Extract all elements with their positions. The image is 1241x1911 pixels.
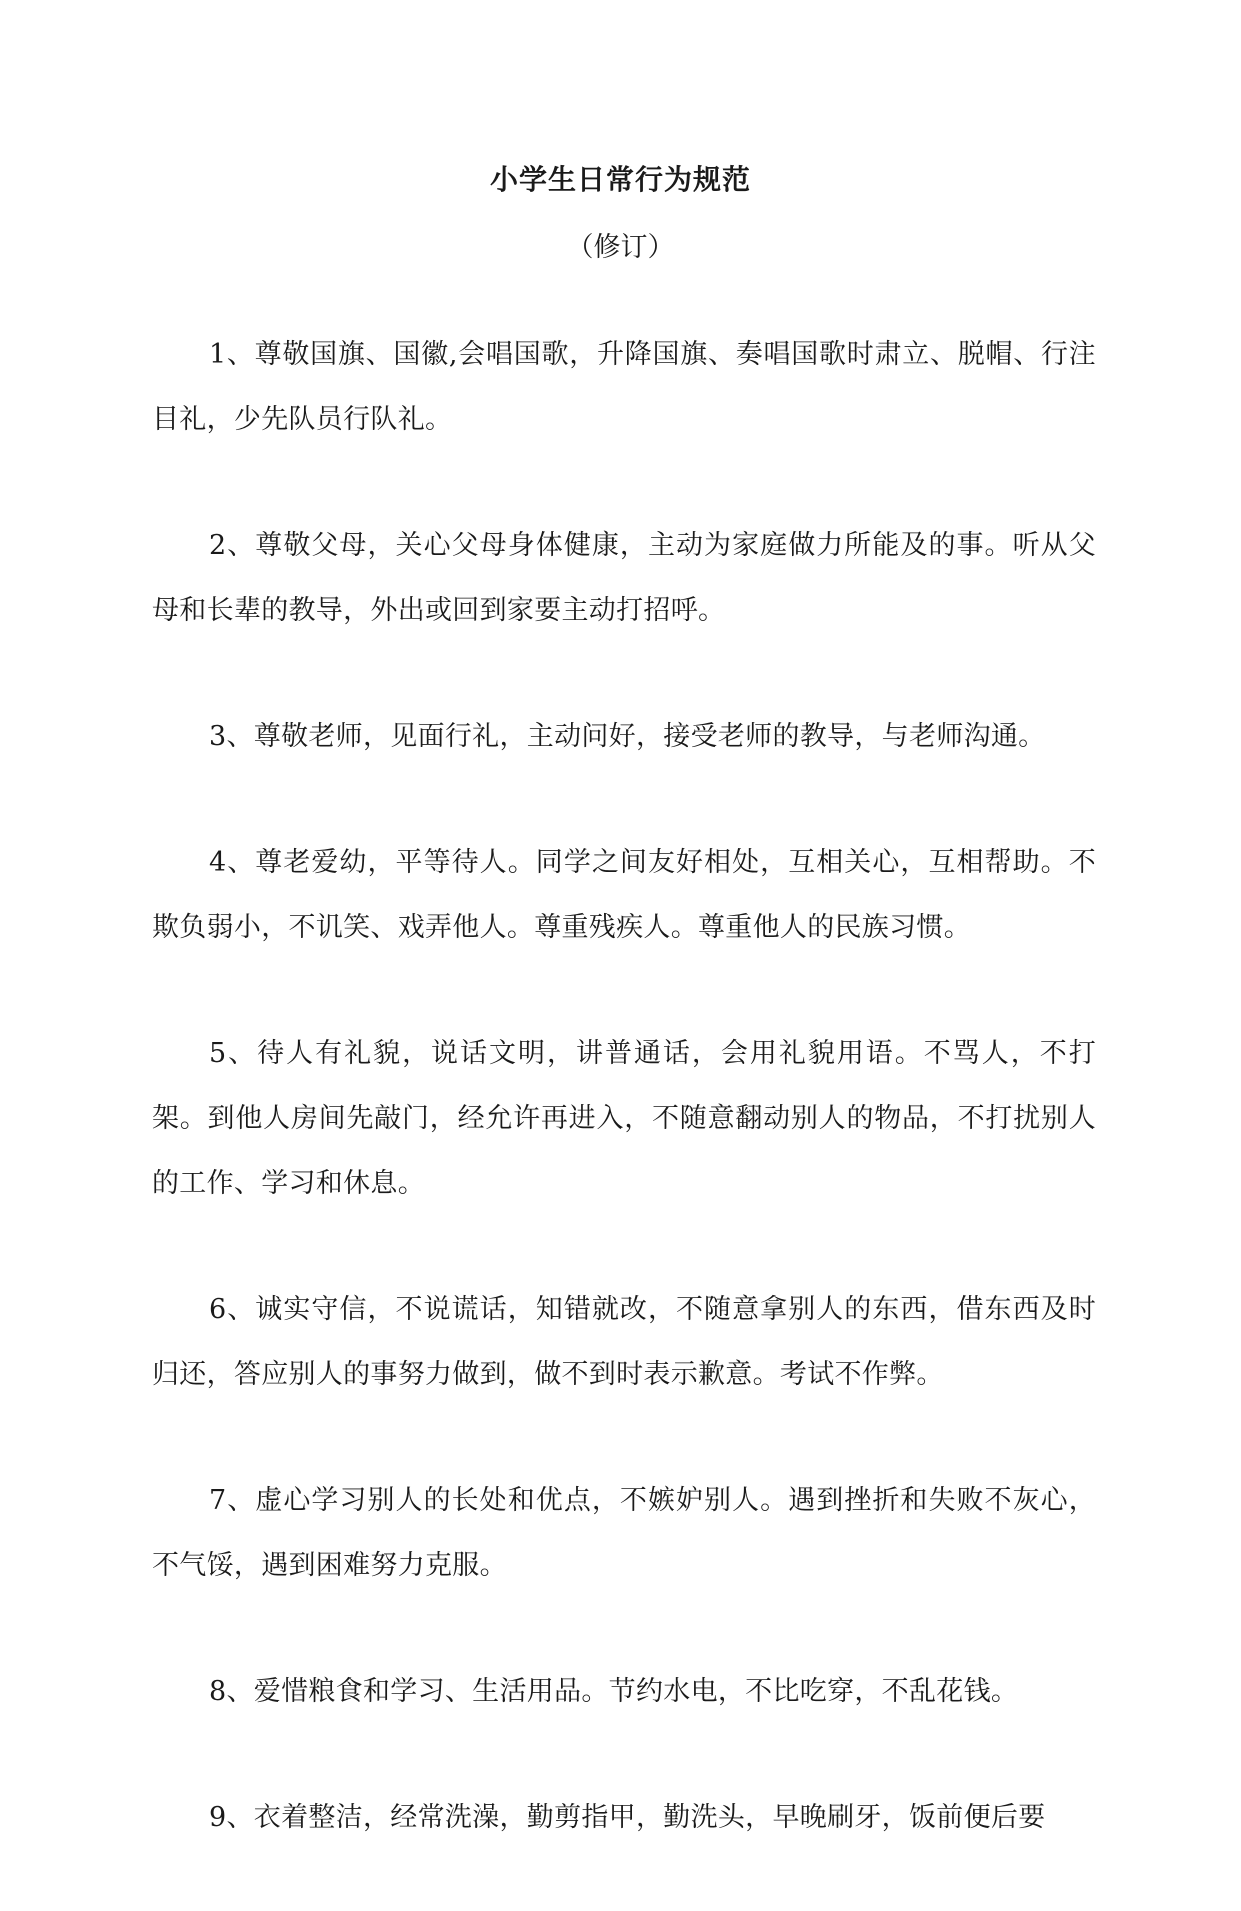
clause-3: 3、尊敬老师，见面行礼，主动问好，接受老师的教导，与老师沟通。 bbox=[209, 721, 1046, 752]
clause-4: 4、尊老爱幼，平等待人。同学之间友好相处，互相关心，互相帮助。不欺负弱小，不讥笑、戏弄他人。尊重残疾人。尊重他人的民族习惯。 bbox=[152, 847, 1096, 943]
clause-5: 5、待人有礼貌，说话文明，讲普通话，会用礼貌用语。不骂人，不打架。到他人房间先敲门，经允许再进入，不随意翻动别人的物品，不打扰别人的工作、学习和休息。 bbox=[152, 1038, 1096, 1199]
clause-7: 7、虚心学习别人的长处和优点，不嫉妒别人。遇到挫折和失败不灰心，不气馁，遇到困难努力克服。 bbox=[152, 1485, 1096, 1581]
page-title: 小学生日常行为规范 bbox=[489, 163, 751, 196]
document-body bbox=[152, 322, 1096, 1911]
clause-9: 9、衣着整洁，经常洗澡，勤剪指甲，勤洗头，早晚刷牙，饭前便后要 bbox=[209, 1802, 1046, 1833]
clause-1: 1、尊敬国旗、国徽,会唱国歌，升降国旗、奏唱国歌时肃立、脱帽、行注目礼，少先队员行队礼。 bbox=[152, 339, 1096, 435]
clause-8: 8、爱惜粮食和学习、生活用品。节约水电，不比吃穿，不乱花钱。 bbox=[209, 1676, 1019, 1707]
clause-6: 6、诚实守信，不说谎话，知错就改，不随意拿别人的东西，借东西及时归还，答应别人的事努力做到，做不到时表示歉意。考试不作弊。 bbox=[152, 1294, 1096, 1390]
page-subtitle: （修订） bbox=[566, 232, 675, 263]
clause-2: 2、尊敬父母，关心父母身体健康，主动为家庭做力所能及的事。听从父母和长辈的教导，外出或回到家要主动打招呼。 bbox=[152, 530, 1096, 626]
